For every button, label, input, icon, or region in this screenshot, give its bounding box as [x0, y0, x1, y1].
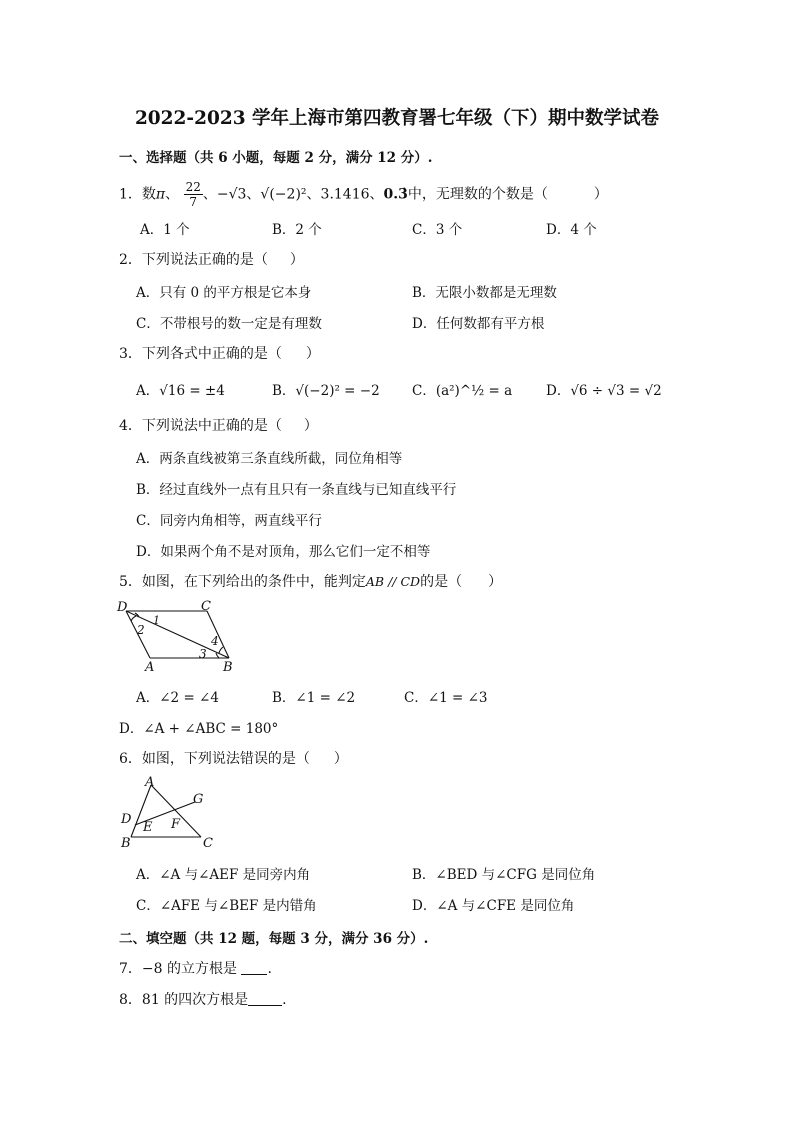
q1-pi: π — [155, 186, 166, 203]
q5-option-c: C．∠1 = ∠3 — [404, 690, 488, 706]
q4-option-a: A．两条直线被第三条直线所截，同位角相等 — [136, 451, 403, 467]
q6-label-b: B — [121, 836, 131, 851]
q7-stem: 7．−8 的立方根是 — [119, 961, 237, 977]
q5-label-1: 1 — [153, 614, 160, 627]
q6-stem: 6．如图，下列说法错误的是（ — [119, 751, 310, 767]
q5-stem-2: 的是（ — [420, 574, 463, 590]
q5-label-b: B — [223, 660, 233, 675]
q1-sep-3: 、 — [246, 186, 261, 203]
question-4 — [119, 415, 318, 435]
q5-option-b: B．∠1 = ∠2 — [272, 690, 356, 706]
q4-option-b: B．经过直线外一点有且只有一条直线与已知直线平行 — [136, 482, 457, 498]
q6-close: ） — [333, 751, 348, 767]
q5-label-a: A — [145, 660, 155, 675]
q5-label-c: C — [201, 599, 211, 614]
q5-label-d: D — [117, 600, 128, 615]
q3-option-b: B．√(−2)² = −2 — [272, 383, 380, 399]
question-5 — [119, 571, 502, 591]
q2-stem: 2．下列说法正确的是（ — [119, 252, 268, 268]
q1-suffix: 中，无理数的个数是（ — [407, 186, 548, 203]
q1-sep-1: 、 — [165, 186, 180, 203]
q5-option-a: A．∠2 = ∠4 — [136, 690, 219, 706]
q2-option-a: A．只有 0 的平方根是它本身 — [136, 285, 312, 301]
q1-close: ） — [593, 186, 608, 203]
q6-figure — [115, 775, 225, 851]
q5-arc-2 — [131, 616, 136, 621]
q5-condition: AB // CD — [365, 574, 421, 589]
q5-label-2: 2 — [137, 623, 145, 637]
q1-sep-2: 、 — [202, 186, 217, 203]
question-1 — [119, 180, 608, 209]
q6-option-b: B．∠BED 与∠CFG 是同位角 — [412, 867, 596, 883]
q1-option-c: C．3 个 — [412, 222, 463, 238]
q1-repeating: 0.3̇ — [383, 186, 408, 203]
q8-answer-blank[interactable] — [248, 991, 282, 1006]
q6-label-e: E — [143, 820, 153, 835]
q1-sqrt-sq: √(−2)² — [260, 186, 307, 203]
q7-end: . — [267, 961, 272, 977]
q3-close: ） — [305, 346, 320, 362]
q2-option-c: C．不带根号的数一定是有理数 — [136, 316, 322, 332]
q1-neg-sqrt: −√3 — [216, 186, 247, 203]
q5-option-d: D．∠A + ∠ABC = 180° — [119, 721, 279, 737]
section-heading-fill: 二、填空题（共 12 题，每题 3 分，满分 36 分）. — [119, 931, 429, 947]
q2-close: ） — [289, 252, 304, 268]
q5-close: ） — [488, 574, 503, 590]
q8-stem: 8．81 的四次方根是 — [119, 992, 249, 1008]
q3-option-a: A．√16 = ±4 — [136, 383, 225, 399]
q6-option-a: A．∠A 与∠AEF 是同旁内角 — [136, 867, 311, 883]
question-7 — [119, 958, 272, 978]
q5-figure — [115, 598, 245, 676]
question-6 — [119, 748, 348, 768]
q1-number: 1． — [119, 186, 142, 203]
q5-label-4: 4 — [211, 634, 219, 648]
q7-answer-blank[interactable] — [241, 960, 267, 975]
q1-option-b: B．2 个 — [272, 222, 322, 238]
q3-option-d: D．√6 ÷ √3 = √2 — [546, 383, 662, 399]
q1-option-a: A．1 个 — [140, 222, 190, 238]
question-2 — [119, 249, 304, 269]
q8-end: . — [282, 992, 287, 1008]
q1-sep-4: 、 — [306, 186, 321, 203]
q6-option-d: D．∠A 与∠CFE 是同位角 — [412, 898, 575, 914]
question-8 — [119, 989, 287, 1009]
q3-option-c: C．(a²)^½ = a — [412, 383, 513, 399]
q3-stem: 3．下列各式中正确的是（ — [119, 346, 282, 362]
q5-label-3: 3 — [199, 647, 207, 661]
q2-option-b: B．无限小数都是无理数 — [412, 285, 557, 301]
q4-option-c: C．同旁内角相等，两直线平行 — [136, 513, 322, 529]
q1-frac-den: 7 — [189, 195, 198, 209]
question-3 — [119, 343, 320, 363]
q6-label-f: F — [171, 817, 181, 832]
q4-option-d: D．如果两个角不是对顶角，那么它们一定不相等 — [136, 544, 431, 560]
q1-frac-num: 22 — [185, 180, 201, 194]
q6-label-d: D — [121, 812, 132, 827]
q6-option-c: C．∠AFE 与∠BEF 是内错角 — [136, 898, 317, 914]
q6-label-g: G — [193, 792, 204, 807]
q5-stem: 5．如图，在下列给出的条件中，能判定 — [119, 574, 366, 590]
q1-decimal: 3.1416、 — [320, 186, 384, 203]
section-heading-choice: 一、选择题（共 6 小题，每题 2 分，满分 12 分）. — [119, 150, 433, 166]
q5-arc-4 — [219, 647, 223, 653]
page-title: 2022-2023 学年上海市第四教育署七年级（下）期中数学试卷 — [134, 108, 660, 129]
q6-label-c: C — [203, 836, 213, 851]
q2-option-d: D．任何数都有平方根 — [412, 316, 545, 332]
q1-fraction — [184, 180, 203, 209]
q6-label-a: A — [145, 775, 155, 790]
q4-close: ） — [303, 418, 318, 434]
q4-stem: 4．下列说法中正确的是（ — [119, 418, 282, 434]
q1-option-d: D．4 个 — [546, 222, 597, 238]
q1-prefix: 数 — [141, 186, 156, 203]
